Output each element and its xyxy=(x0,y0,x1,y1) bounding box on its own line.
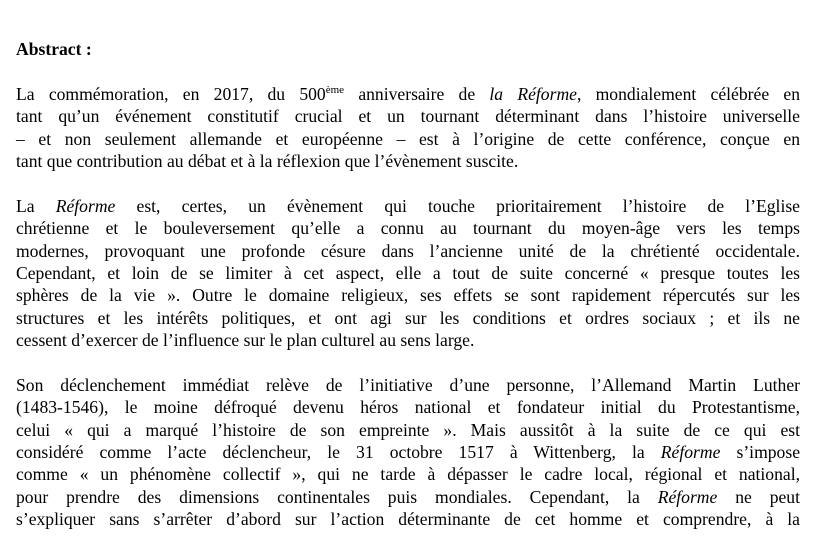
text-line xyxy=(16,463,800,485)
text-line xyxy=(16,262,800,284)
text-line xyxy=(16,396,800,418)
text-segment: La xyxy=(16,195,56,216)
text-segment: celui « qui a marqué l’histoire de son empreinte ». Mais aussitôt à la suite de ce qui est xyxy=(16,419,800,440)
document-page xyxy=(16,38,800,553)
text-line xyxy=(16,83,800,105)
text-line xyxy=(16,217,800,239)
text-line xyxy=(16,419,800,441)
text-line xyxy=(16,105,800,127)
text-segment: structures et les intérêts politiques, et ont agi sur les conditions et ordres sociaux ; et ils ne xyxy=(16,307,800,328)
paragraph xyxy=(16,374,800,531)
text-segment: comme « un phénomène collectif », qui ne tarde à dépasser le cadre local, régional et national, xyxy=(16,464,800,485)
italic-text: Réforme xyxy=(657,486,718,507)
text-segment: considéré comme l’acte déclencheur, le 31 octobre 1517 à Wittenberg, la xyxy=(16,442,661,463)
text-line xyxy=(16,128,800,150)
text-line xyxy=(16,441,800,463)
text-segment: modernes, provoquant une profonde césure dans l’ancienne unité de la chrétienté occidentale. xyxy=(16,240,800,261)
paragraph xyxy=(16,195,800,352)
abstract-body xyxy=(16,83,800,531)
text-line xyxy=(16,150,800,172)
paragraph xyxy=(16,83,800,173)
text-segment: s’expliquer sans s’arrêter d’abord sur l’action déterminante de cet homme et comprendre, à la xyxy=(16,509,800,530)
text-line xyxy=(16,508,800,530)
text-line xyxy=(16,374,800,396)
text-segment: ne peut xyxy=(717,486,800,507)
text-segment: (1483-1546), le moine défroqué devenu héros national et fondateur initial du Protestantisme, xyxy=(16,397,800,418)
text-segment: sphères de la vie ». Outre le domaine religieux, ses effets se sont rapidement répercutés sur les xyxy=(16,285,800,306)
abstract-heading: Abstract : xyxy=(16,39,92,59)
text-line xyxy=(16,329,800,351)
text-line xyxy=(16,195,800,217)
superscript-text: ème xyxy=(325,83,345,96)
text-segment: tant que contribution au débat et à la réflexion que l’évènement suscite. xyxy=(16,150,519,171)
text-segment: pour prendre des dimensions continentales puis mondiales. Cependant, la xyxy=(16,486,658,507)
italic-text: Réforme xyxy=(55,195,116,216)
text-segment: Cependant, et loin de se limiter à cet aspect, elle a tout de suite concerné « presque toutes les xyxy=(16,262,800,283)
text-line xyxy=(16,240,800,262)
text-line xyxy=(16,307,800,329)
text-segment: cessent d’exercer de l’influence sur le plan culturel au sens large. xyxy=(16,330,475,351)
text-segment: La commémoration, en 2017, du 500 xyxy=(16,83,326,104)
text-segment: s’impose xyxy=(720,442,801,463)
text-line xyxy=(16,486,800,508)
text-segment: tant qu’un événement constitutif crucial et un tournant déterminant dans l’histoire universelle xyxy=(16,106,800,127)
text-segment: – et non seulement allemande et européenne – est à l’origine de cette conférence, conçue en xyxy=(16,128,800,149)
text-segment: est, certes, un évènement qui touche prioritairement l’histoire de l’Eglise xyxy=(115,195,800,216)
text-line xyxy=(16,284,800,306)
text-segment: , mondialement célébrée en xyxy=(576,83,800,104)
text-segment: chrétienne et le bouleversement qu’elle a connu au tournant du moyen-âge vers les temps xyxy=(16,218,800,239)
text-segment: Son déclenchement immédiat relève de l’initiative d’une personne, l’Allemand Martin Luther xyxy=(16,374,800,395)
text-segment: anniversaire de xyxy=(344,83,490,104)
italic-text: Réforme xyxy=(660,442,721,463)
italic-text: la Réforme xyxy=(489,83,577,104)
